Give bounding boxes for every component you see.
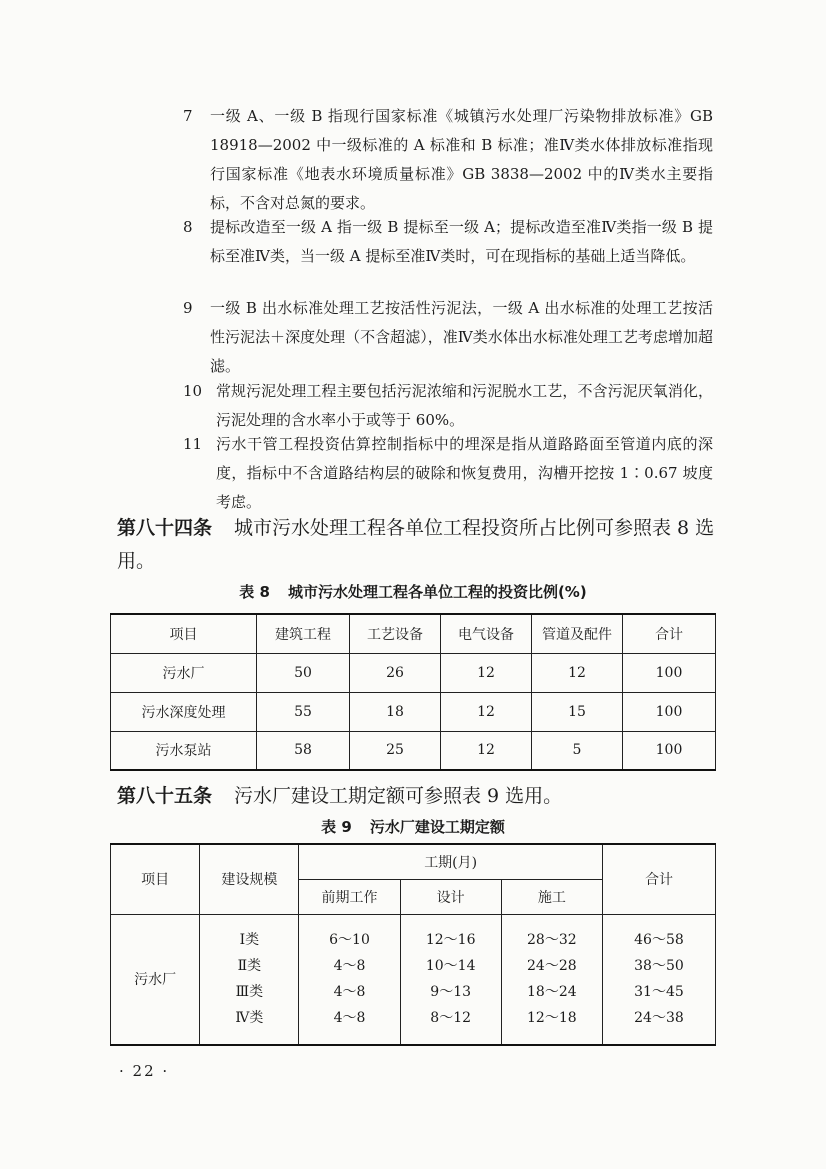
table-cell: 10～14 [425, 958, 476, 975]
table-cell: 污水深度处理 [111, 692, 257, 731]
table-cell: 8～12 [430, 1010, 472, 1027]
table-cell: 污水泵站 [111, 731, 257, 770]
note-text: 污水干管工程投资估算控制指标中的埋深是指从道路路面至管道内底的深度，指标中不含道路结构层的破除和恢复费用，沟槽开挖按 1∶0.67 坡度考虑。 [216, 435, 713, 511]
table-row [111, 653, 716, 692]
note-number: 9 [183, 299, 193, 317]
table-cell: 100 [623, 692, 716, 731]
table-cell: 24～28 [527, 958, 577, 975]
table-cell: 污水厂 [111, 653, 257, 692]
table-cell: 12 [532, 653, 623, 692]
table-cell: 12 [441, 692, 532, 731]
note-number: 10 [183, 382, 203, 400]
table-cell: 50 [257, 653, 350, 692]
table-cell: 55 [257, 692, 350, 731]
table-cell: 18 [350, 692, 441, 731]
design-column [400, 914, 501, 1045]
class-column [200, 914, 299, 1045]
table-cell: Ⅰ类 [239, 932, 260, 949]
table-cell: 6～10 [329, 932, 370, 949]
note-text: 一级 A、一级 B 指现行国家标准《城镇污水处理厂污染物排放标准》GB 18918—2002 中一级标准的 A 标准和 B 标准；准Ⅳ类水体排放标准指现行国家标准《地表水环境质量标准》GB 3838—2002 中的Ⅳ类水主要指标，不含对总氮的要求。 [210, 107, 713, 212]
table-header-row [111, 844, 716, 879]
caption-title: 污水厂建设工期定额 [369, 818, 505, 836]
header-cell: 建设规模 [200, 844, 299, 914]
table-cell: 100 [623, 731, 716, 770]
table-row [111, 731, 716, 770]
header-cell: 电气设备 [441, 614, 532, 653]
table-cell: 38～50 [634, 958, 684, 975]
note-7 [183, 102, 713, 218]
table-cell: 12 [441, 653, 532, 692]
table-cell: Ⅱ类 [237, 958, 262, 975]
header-cell: 工期(月) [299, 844, 603, 879]
table-cell: 4～8 [333, 958, 366, 975]
note-9 [183, 294, 713, 381]
table-cell: 12 [441, 731, 532, 770]
table-cell: 12～16 [425, 932, 476, 949]
pre-work-column [299, 914, 400, 1045]
table-header-row [111, 614, 716, 653]
note-text: 一级 B 出水标准处理工艺按活性污泥法，一级 A 出水标准的处理工艺按活性污泥法＋深度处理（不含超滤），准Ⅳ类水体出水标准处理工艺考虑增加超滤。 [210, 299, 713, 375]
table-cell: Ⅲ类 [235, 984, 264, 1001]
table-cell: 15 [532, 692, 623, 731]
page-number: · 22 · [119, 1062, 170, 1080]
article-text: 城市污水处理工程各单位工程投资所占比例可参照表 8 选用。 [117, 517, 715, 572]
note-number: 7 [183, 107, 193, 125]
header-cell: 合计 [602, 844, 715, 914]
note-8 [183, 213, 713, 271]
header-cell: 管道及配件 [532, 614, 623, 653]
table-cell: 24～38 [634, 1010, 684, 1027]
table-cell: 28～32 [527, 932, 577, 949]
note-text: 提标改造至一级 A 指一级 B 提标至一级 A；提标改造至准Ⅳ类指一级 B 提标至准Ⅳ类，当一级 A 提标至准Ⅳ类时，可在现指标的基础上适当降低。 [210, 218, 713, 265]
caption-title: 城市污水处理工程各单位工程的投资比例(%) [287, 583, 587, 601]
table-8-caption [110, 581, 716, 602]
table-cell: 25 [350, 731, 441, 770]
table-cell: 4～8 [333, 984, 366, 1001]
table-cell: 100 [623, 653, 716, 692]
note-11 [183, 430, 713, 517]
table-cell: 31～45 [634, 984, 684, 1001]
article-text: 污水厂建设工期定额可参照表 9 选用。 [234, 785, 563, 807]
table-cell: 4～8 [333, 1010, 366, 1027]
article-heading: 第八十五条 [117, 785, 213, 807]
table-cell: Ⅳ类 [235, 1010, 264, 1027]
caption-number: 表 8 [239, 583, 270, 601]
header-cell: 前期工作 [299, 879, 400, 914]
table-row [111, 692, 716, 731]
header-cell: 建筑工程 [257, 614, 350, 653]
header-cell: 工艺设备 [350, 614, 441, 653]
table-9-caption [110, 816, 716, 837]
note-number: 8 [183, 218, 193, 236]
caption-number: 表 9 [321, 818, 352, 836]
table-8 [110, 613, 716, 771]
table-cell: 18～24 [527, 984, 577, 1001]
header-cell: 设计 [400, 879, 501, 914]
table-cell: 58 [257, 731, 350, 770]
table-cell: 12～18 [527, 1010, 577, 1027]
header-cell: 项目 [111, 614, 257, 653]
table-cell: 污水厂 [111, 914, 200, 1045]
header-cell: 施工 [501, 879, 602, 914]
total-column [602, 914, 715, 1045]
header-cell: 合计 [623, 614, 716, 653]
table-cell: 9～13 [430, 984, 472, 1001]
article-heading: 第八十四条 [117, 517, 213, 539]
note-10 [183, 377, 713, 435]
header-cell: 项目 [111, 844, 200, 914]
construction-column [501, 914, 602, 1045]
article-85 [117, 780, 717, 813]
table-cell: 46～58 [634, 932, 684, 949]
table-9 [110, 843, 716, 1046]
article-84 [117, 512, 717, 578]
table-cell: 26 [350, 653, 441, 692]
note-text: 常规污泥处理工程主要包括污泥浓缩和污泥脱水工艺，不含污泥厌氧消化，污泥处理的含水率小于或等于 60%。 [216, 382, 713, 429]
table-cell: 5 [532, 731, 623, 770]
note-number: 11 [183, 435, 203, 453]
table-row [111, 914, 716, 1045]
